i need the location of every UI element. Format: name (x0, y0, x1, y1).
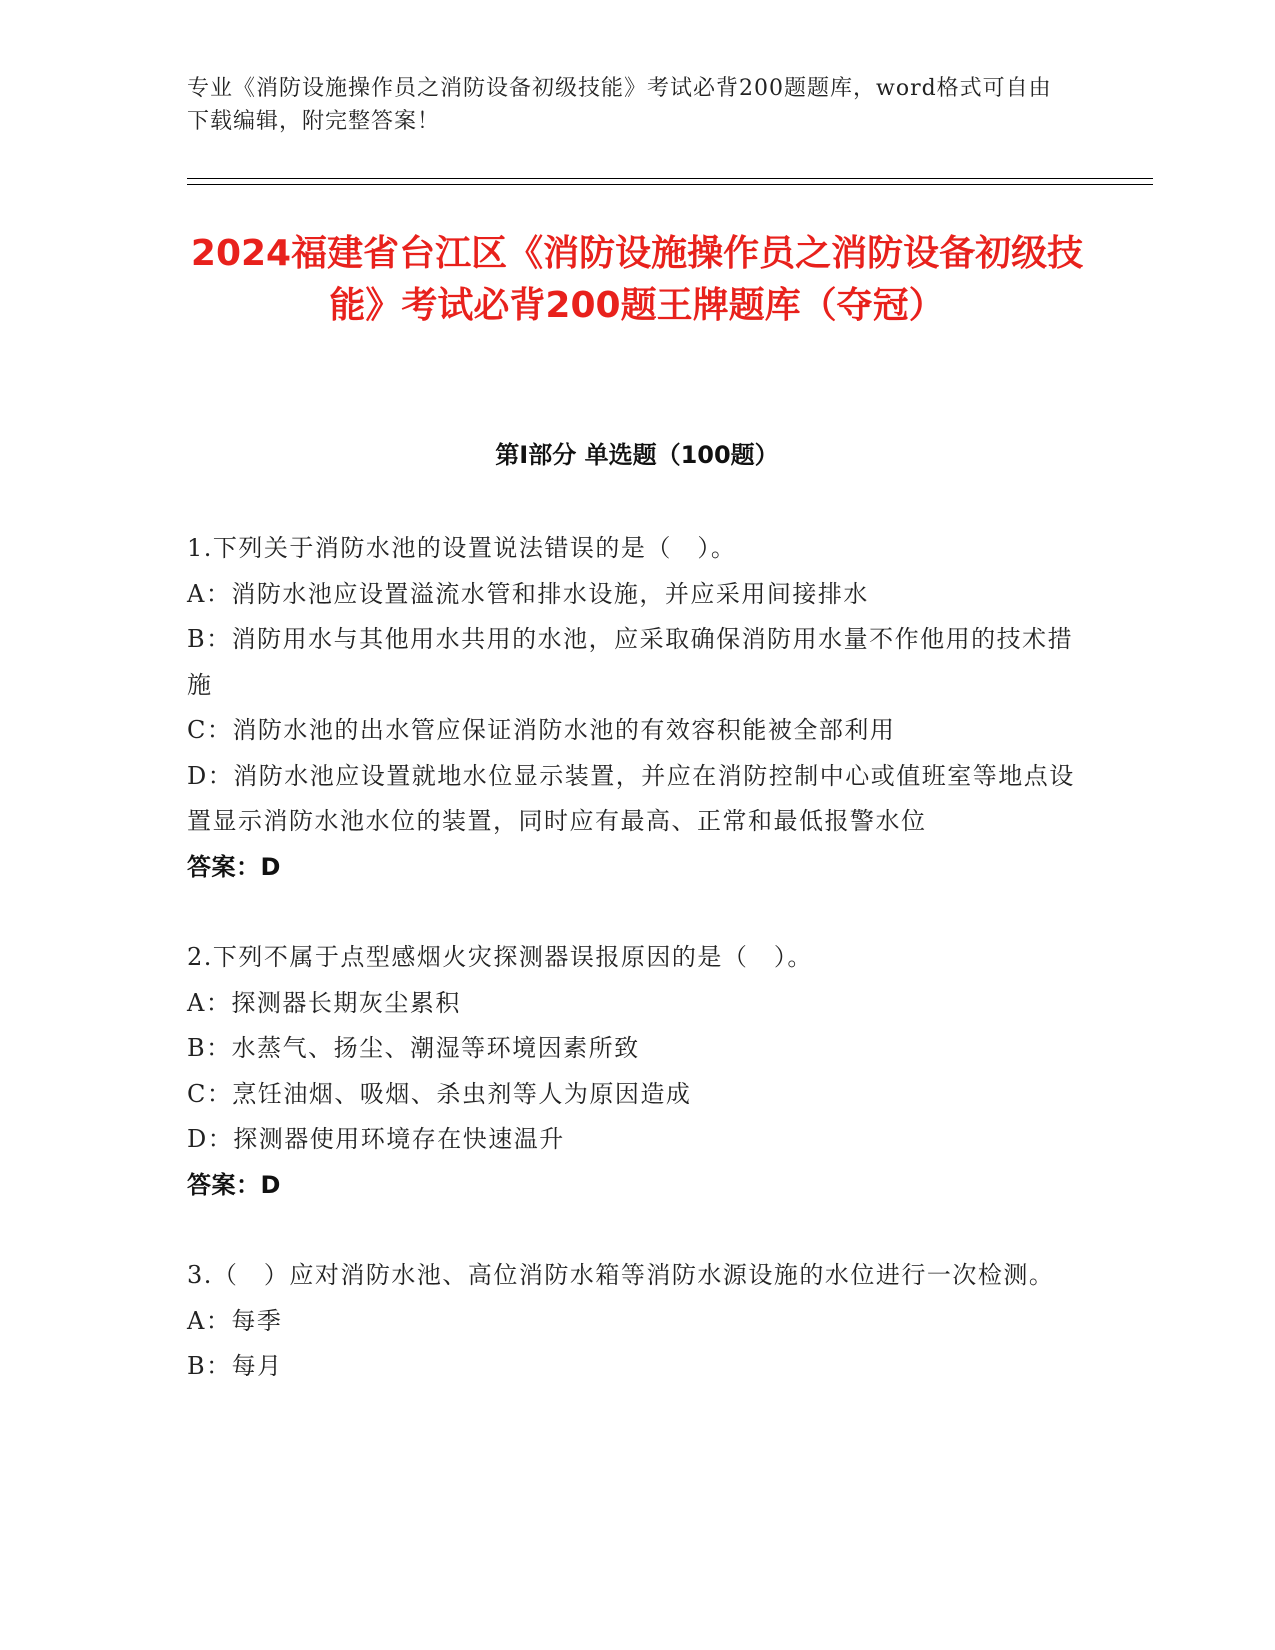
option-a: A：每季 (187, 1306, 283, 1335)
header-note: 专业《消防设施操作员之消防设备初级技能》考试必背200题题库，word格式可自由下载编辑，附完整答案！ (187, 76, 1052, 134)
document-title: 2024福建省台江区《消防设施操作员之消防设备初级技能》考试必背200题王牌题库（夺冠） (190, 233, 1084, 326)
question-2 (187, 935, 1077, 1208)
question-list (187, 526, 1077, 1435)
question-stem: 3.（ ）应对消防水池、高位消防水箱等消防水源设施的水位进行一次检测。 (187, 1261, 1055, 1289)
question-stem: 2.下列不属于点型感烟火灾探测器误报原因的是（ ）。 (187, 943, 813, 971)
question-3 (187, 1253, 1077, 1390)
option-a: A：探测器长期灰尘累积 (187, 988, 461, 1017)
option-c: C：烹饪油烟、吸烟、杀虫剂等人为原因造成 (187, 1079, 692, 1108)
option-b: B：每月 (187, 1352, 283, 1380)
header-rule-bottom (187, 184, 1153, 185)
header-rule-top (187, 178, 1153, 179)
section-title: 第I部分 单选题（100题） (495, 441, 779, 469)
question-stem: 1.下列关于消防水池的设置说法错误的是（ ）。 (187, 534, 737, 562)
option-b: B：水蒸气、扬尘、潮湿等环境因素所致 (187, 1034, 640, 1062)
option-a: A：消防水池应设置溢流水管和排水设施，并应采用间接排水 (187, 579, 869, 608)
answer: 答案：D (187, 1170, 281, 1199)
answer: 答案：D (187, 852, 281, 881)
option-c: C：消防水池的出水管应保证消防水池的有效容积能被全部利用 (187, 716, 896, 744)
option-b: B：消防用水与其他用水共用的水池，应采取确保消防用水量不作他用的技术措施 (187, 625, 1074, 699)
option-d: D：探测器使用环境存在快速温升 (187, 1125, 565, 1153)
question-1 (187, 526, 1077, 890)
option-d: D：消防水池应设置就地水位显示装置，并应在消防控制中心或值班室等地点设置显示消防水池水位的装置，同时应有最高、正常和最低报警水位 (187, 761, 1075, 835)
